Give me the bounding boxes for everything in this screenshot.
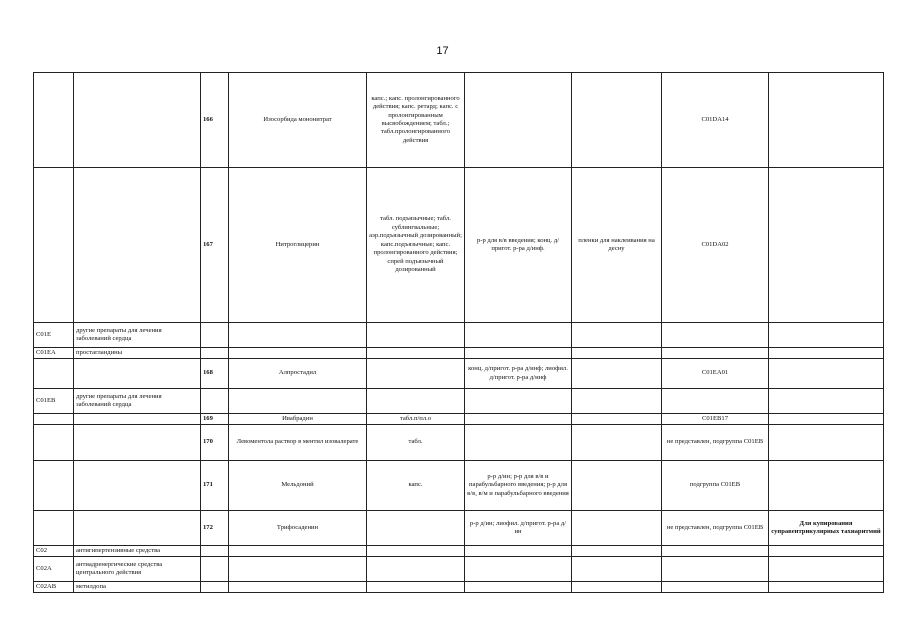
special-form <box>572 414 662 425</box>
drug-name: Алпростадил <box>229 359 367 389</box>
row-number <box>201 323 229 348</box>
injection-form: р-р д/ин; лиофил. д/пригот. р-ра д/ин <box>465 511 572 546</box>
note <box>769 168 884 323</box>
atc-group-name: другие препараты для лечения заболеваний сердца <box>74 389 201 414</box>
note <box>769 425 884 461</box>
atc-group-name <box>74 359 201 389</box>
injection-form <box>465 546 572 557</box>
atc-group-name <box>74 168 201 323</box>
row-number: 172 <box>201 511 229 546</box>
atc-group-code <box>34 461 74 511</box>
row-number: 170 <box>201 425 229 461</box>
dosage-form <box>367 511 465 546</box>
note <box>769 323 884 348</box>
note <box>769 348 884 359</box>
table-row <box>34 168 884 323</box>
row-number: 171 <box>201 461 229 511</box>
row-number <box>201 348 229 359</box>
table-row <box>34 557 884 582</box>
atc-code: не представлен, подгруппа C01EB <box>662 425 769 461</box>
dosage-form: капс.; капс. пролонгированного действия; капс. ретард; капс. с пролонгированным высвобождением; табл.; табл.пролонгированного действия <box>367 73 465 168</box>
row-number <box>201 557 229 582</box>
note <box>769 414 884 425</box>
page-number: 17 <box>436 45 449 57</box>
dosage-form <box>367 557 465 582</box>
special-form <box>572 546 662 557</box>
atc-group-code <box>34 425 74 461</box>
atc-code <box>662 348 769 359</box>
atc-group-name <box>74 73 201 168</box>
special-form <box>572 348 662 359</box>
injection-form <box>465 425 572 461</box>
row-number <box>201 582 229 593</box>
injection-form <box>465 582 572 593</box>
special-form <box>572 425 662 461</box>
drug-name: Изосорбида мононитрат <box>229 73 367 168</box>
dosage-form: табл.п/пл.о <box>367 414 465 425</box>
atc-group-name: метилдопа <box>74 582 201 593</box>
injection-form <box>465 557 572 582</box>
dosage-form: табл. подъязычные; табл. сублингвальные; аэр.подъязычный дозированный; капс.подъязычные; капс. пролонгированного действия; спрей подъязычный дозированный <box>367 168 465 323</box>
note <box>769 389 884 414</box>
table-row <box>34 359 884 389</box>
note: Для купирования суправентрикулярных тахиаритмий <box>769 511 884 546</box>
atc-group-name <box>74 461 201 511</box>
dosage-form: капс. <box>367 461 465 511</box>
special-form: пленки для наклеивания на десну <box>572 168 662 323</box>
note <box>769 73 884 168</box>
table-row <box>34 546 884 557</box>
atc-code: C01EB17 <box>662 414 769 425</box>
drug-name <box>229 348 367 359</box>
special-form <box>572 557 662 582</box>
atc-code <box>662 546 769 557</box>
drug-name: Мельдоний <box>229 461 367 511</box>
drug-name: Нитроглицерин <box>229 168 367 323</box>
note <box>769 582 884 593</box>
atc-group-code <box>34 414 74 425</box>
drug-name <box>229 546 367 557</box>
atc-group-code: C01EB <box>34 389 74 414</box>
atc-group-name <box>74 425 201 461</box>
special-form <box>572 323 662 348</box>
table-row <box>34 389 884 414</box>
atc-code <box>662 557 769 582</box>
atc-group-code: C01EA <box>34 348 74 359</box>
row-number <box>201 546 229 557</box>
special-form <box>572 582 662 593</box>
injection-form: конц. д/пригот. р-ра д/инф; лиофил. д/пригот. р-ра д/инф <box>465 359 572 389</box>
note <box>769 546 884 557</box>
injection-form <box>465 73 572 168</box>
atc-code <box>662 323 769 348</box>
atc-code: C01DA14 <box>662 73 769 168</box>
drug-name: Ивабрадин <box>229 414 367 425</box>
table-row <box>34 348 884 359</box>
atc-group-name <box>74 511 201 546</box>
row-number: 168 <box>201 359 229 389</box>
dosage-form <box>367 582 465 593</box>
injection-form <box>465 389 572 414</box>
atc-group-name: антигипертензивные средства <box>74 546 201 557</box>
table-row <box>34 511 884 546</box>
atc-code: C01DA02 <box>662 168 769 323</box>
atc-group-code <box>34 73 74 168</box>
table-row <box>34 414 884 425</box>
atc-group-code <box>34 511 74 546</box>
dosage-form <box>367 389 465 414</box>
injection-form <box>465 323 572 348</box>
note <box>769 461 884 511</box>
dosage-form <box>367 359 465 389</box>
special-form <box>572 359 662 389</box>
drug-name <box>229 323 367 348</box>
row-number: 167 <box>201 168 229 323</box>
row-number: 166 <box>201 73 229 168</box>
table-row <box>34 73 884 168</box>
atc-group-code: C01E <box>34 323 74 348</box>
atc-code: не представлен, подгруппа C01EB <box>662 511 769 546</box>
atc-group-code: C02AB <box>34 582 74 593</box>
atc-code <box>662 582 769 593</box>
dosage-form <box>367 348 465 359</box>
drug-name: Трифосаденин <box>229 511 367 546</box>
dosage-form <box>367 546 465 557</box>
special-form <box>572 73 662 168</box>
table-row <box>34 425 884 461</box>
table-row <box>34 461 884 511</box>
row-number <box>201 389 229 414</box>
atc-group-code: C02A <box>34 557 74 582</box>
table-row <box>34 323 884 348</box>
atc-code <box>662 389 769 414</box>
atc-group-code <box>34 359 74 389</box>
drug-table <box>33 72 884 593</box>
atc-group-name: другие препараты для лечения заболеваний сердца <box>74 323 201 348</box>
drug-name <box>229 557 367 582</box>
injection-form: р-р для в/в введения; конц. д/пригот. р-ра д/инф. <box>465 168 572 323</box>
atc-group-name <box>74 414 201 425</box>
note <box>769 557 884 582</box>
drug-name <box>229 389 367 414</box>
atc-code: подгруппа C01EB <box>662 461 769 511</box>
special-form <box>572 389 662 414</box>
dosage-form: табл. <box>367 425 465 461</box>
drug-name: Левоментола раствор в ментил изовалерате <box>229 425 367 461</box>
atc-code: C01EA01 <box>662 359 769 389</box>
table-row <box>34 582 884 593</box>
atc-group-name: антиадренергические средства центрального действия <box>74 557 201 582</box>
injection-form: р-р д/ин; р-р для в/в и парабульбарного введения; р-р для в/в, в/м и парабульбарного введения <box>465 461 572 511</box>
special-form <box>572 511 662 546</box>
injection-form <box>465 414 572 425</box>
atc-group-name: простагландины <box>74 348 201 359</box>
drug-name <box>229 582 367 593</box>
atc-group-code: C02 <box>34 546 74 557</box>
atc-group-code <box>34 168 74 323</box>
injection-form <box>465 348 572 359</box>
dosage-form <box>367 323 465 348</box>
special-form <box>572 461 662 511</box>
row-number: 169 <box>201 414 229 425</box>
note <box>769 359 884 389</box>
